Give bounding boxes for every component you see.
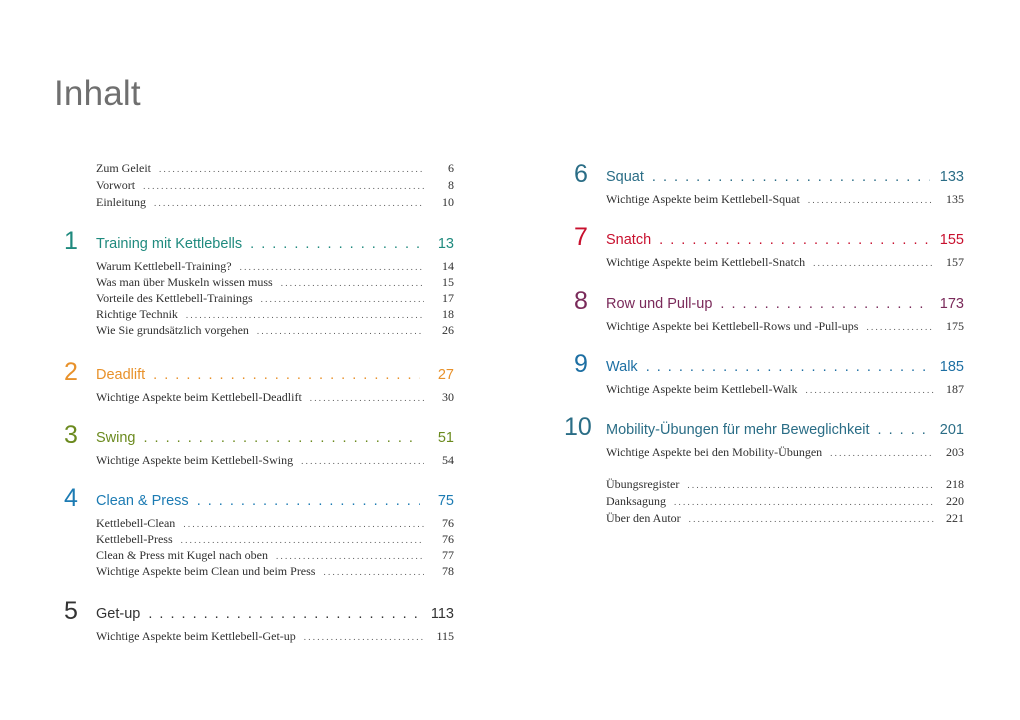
dot-leader bbox=[652, 169, 930, 185]
dot-leader bbox=[276, 548, 424, 564]
page-title: Inhalt bbox=[54, 74, 141, 113]
dot-leader bbox=[301, 453, 424, 469]
toc-entry[interactable] bbox=[96, 515, 454, 531]
dot-leader bbox=[197, 493, 420, 509]
entry-label: Wichtige Aspekte beim Kettlebell-Walk bbox=[606, 382, 798, 396]
chapter-page: 113 bbox=[430, 606, 454, 622]
entry-page: 175 bbox=[946, 319, 964, 333]
entry-label: Vorteile des Kettlebell-Trainings bbox=[96, 291, 253, 305]
toc-entry[interactable] bbox=[606, 318, 964, 334]
dot-leader bbox=[148, 606, 420, 622]
toc-entry[interactable] bbox=[96, 306, 454, 322]
dot-leader bbox=[261, 291, 424, 307]
entry-page: 30 bbox=[442, 390, 454, 404]
entry-label: Wichtige Aspekte beim Clean und beim Press bbox=[96, 564, 316, 578]
dot-leader bbox=[687, 477, 934, 493]
entry-page: 15 bbox=[442, 275, 454, 289]
toc-entry[interactable] bbox=[606, 191, 964, 207]
entry-label: Warum Kettlebell-Training? bbox=[96, 259, 232, 273]
dot-leader bbox=[154, 195, 424, 211]
chapter-page: 185 bbox=[939, 359, 964, 375]
dot-leader bbox=[659, 232, 930, 248]
entry-label: Wie Sie grundsätzlich vorgehen bbox=[96, 323, 249, 337]
toc-entry[interactable] bbox=[96, 160, 454, 176]
toc-entry[interactable] bbox=[96, 322, 454, 338]
dot-leader bbox=[323, 564, 424, 580]
toc-entry[interactable] bbox=[96, 194, 454, 210]
chapter-title: Mobility-Übungen für mehr Beweglichkeit bbox=[606, 422, 870, 438]
dot-leader bbox=[183, 516, 424, 532]
entry-page: 115 bbox=[436, 629, 454, 643]
toc-entry[interactable] bbox=[606, 493, 964, 509]
dot-leader bbox=[720, 296, 930, 312]
entry-label: Einleitung bbox=[96, 195, 146, 209]
chapter-page: 133 bbox=[939, 169, 964, 185]
toc-entry[interactable] bbox=[96, 563, 454, 579]
chapter-title: Swing bbox=[96, 430, 136, 446]
entry-label: Wichtige Aspekte beim Kettlebell-Deadlift bbox=[96, 390, 302, 404]
entry-label: Wichtige Aspekte bei Kettlebell-Rows und -Pull-ups bbox=[606, 319, 859, 333]
dot-leader bbox=[813, 255, 934, 271]
entry-label: Kettlebell-Clean bbox=[96, 516, 176, 530]
chapter-title: Row und Pull-up bbox=[606, 296, 713, 312]
chapter-number: 2 bbox=[64, 358, 78, 386]
toc-entry[interactable] bbox=[96, 177, 454, 193]
toc-entry[interactable] bbox=[96, 452, 454, 468]
dot-leader bbox=[806, 382, 935, 398]
entry-page: 6 bbox=[448, 161, 454, 175]
toc-entry[interactable] bbox=[606, 444, 964, 460]
dot-leader bbox=[304, 629, 424, 645]
dot-leader bbox=[143, 178, 424, 194]
dot-leader bbox=[689, 511, 934, 527]
entry-label: Clean & Press mit Kugel nach oben bbox=[96, 548, 268, 562]
chapter-number: 1 bbox=[64, 227, 78, 255]
dot-leader bbox=[144, 430, 421, 446]
dot-leader bbox=[674, 494, 934, 510]
chapter-number: 9 bbox=[574, 350, 588, 378]
entry-page: 187 bbox=[946, 382, 964, 396]
toc-entry[interactable] bbox=[96, 274, 454, 290]
chapter-page: 173 bbox=[939, 296, 964, 312]
entry-page: 157 bbox=[946, 255, 964, 269]
dot-leader bbox=[250, 236, 420, 252]
entry-page: 10 bbox=[442, 195, 454, 209]
entry-label: Wichtige Aspekte beim Kettlebell-Squat bbox=[606, 192, 800, 206]
dot-leader bbox=[830, 445, 934, 461]
entry-page: 203 bbox=[946, 445, 964, 459]
entry-page: 54 bbox=[442, 453, 454, 467]
entry-label: Richtige Technik bbox=[96, 307, 178, 321]
chapter-title: Get-up bbox=[96, 606, 141, 622]
entry-page: 26 bbox=[442, 323, 454, 337]
entry-page: 17 bbox=[442, 291, 454, 305]
entry-page: 220 bbox=[946, 494, 964, 508]
entry-page: 76 bbox=[442, 532, 454, 546]
dot-leader bbox=[153, 367, 420, 383]
chapter-title: Squat bbox=[606, 169, 644, 185]
entry-label: Kettlebell-Press bbox=[96, 532, 173, 546]
toc-entry[interactable] bbox=[96, 290, 454, 306]
dot-leader bbox=[310, 390, 424, 406]
entry-page: 77 bbox=[442, 548, 454, 562]
chapter-number: 7 bbox=[574, 223, 588, 251]
chapter-page: 27 bbox=[437, 367, 454, 383]
entry-page: 221 bbox=[946, 511, 964, 525]
entry-label: Über den Autor bbox=[606, 511, 681, 525]
toc-entry[interactable] bbox=[606, 476, 964, 492]
dot-leader bbox=[240, 259, 424, 275]
toc-entry[interactable] bbox=[96, 258, 454, 274]
dot-leader bbox=[281, 275, 424, 291]
chapter-title: Deadlift bbox=[96, 367, 146, 383]
toc-entry[interactable] bbox=[96, 389, 454, 405]
entry-page: 78 bbox=[442, 564, 454, 578]
chapter-title: Walk bbox=[606, 359, 638, 375]
dot-leader bbox=[808, 192, 934, 208]
entry-page: 135 bbox=[946, 192, 964, 206]
entry-page: 218 bbox=[946, 477, 964, 491]
entry-page: 14 bbox=[442, 259, 454, 273]
toc-entry[interactable] bbox=[606, 510, 964, 526]
entry-label: Übungsregister bbox=[606, 477, 680, 491]
entry-page: 8 bbox=[448, 178, 454, 192]
toc-entry[interactable] bbox=[96, 531, 454, 547]
entry-label: Vorwort bbox=[96, 178, 136, 192]
chapter-number: 10 bbox=[564, 413, 592, 441]
dot-leader bbox=[866, 319, 934, 335]
chapter-page: 155 bbox=[939, 232, 964, 248]
entry-label: Danksagung bbox=[606, 494, 666, 508]
chapter-title: Snatch bbox=[606, 232, 652, 248]
dot-leader bbox=[646, 359, 930, 375]
dot-leader bbox=[878, 422, 930, 438]
chapter-page: 13 bbox=[437, 236, 454, 252]
chapter-page: 201 bbox=[939, 422, 964, 438]
chapter-number: 5 bbox=[64, 597, 78, 625]
toc-entry[interactable] bbox=[606, 381, 964, 397]
toc-entry[interactable] bbox=[96, 547, 454, 563]
chapter-title: Clean & Press bbox=[96, 493, 189, 509]
entry-page: 76 bbox=[442, 516, 454, 530]
dot-leader bbox=[181, 532, 424, 548]
chapter-number: 3 bbox=[64, 421, 78, 449]
entry-label: Wichtige Aspekte beim Kettlebell-Swing bbox=[96, 453, 294, 467]
entry-label: Wichtige Aspekte beim Kettlebell-Snatch bbox=[606, 255, 806, 269]
dot-leader bbox=[257, 323, 424, 339]
chapter-page: 75 bbox=[437, 493, 454, 509]
chapter-number: 6 bbox=[574, 160, 588, 188]
entry-label: Zum Geleit bbox=[96, 161, 151, 175]
dot-leader bbox=[159, 161, 424, 177]
chapter-title: Training mit Kettlebells bbox=[96, 236, 243, 252]
dot-leader bbox=[186, 307, 424, 323]
entry-label: Wichtige Aspekte bei den Mobility-Übungen bbox=[606, 445, 823, 459]
toc-entry[interactable] bbox=[96, 628, 454, 644]
chapter-number: 8 bbox=[574, 287, 588, 315]
toc-entry[interactable] bbox=[606, 254, 964, 270]
chapter-number: 4 bbox=[64, 484, 78, 512]
entry-page: 18 bbox=[442, 307, 454, 321]
entry-label: Wichtige Aspekte beim Kettlebell-Get-up bbox=[96, 629, 296, 643]
chapter-page: 51 bbox=[437, 430, 454, 446]
entry-label: Was man über Muskeln wissen muss bbox=[96, 275, 273, 289]
